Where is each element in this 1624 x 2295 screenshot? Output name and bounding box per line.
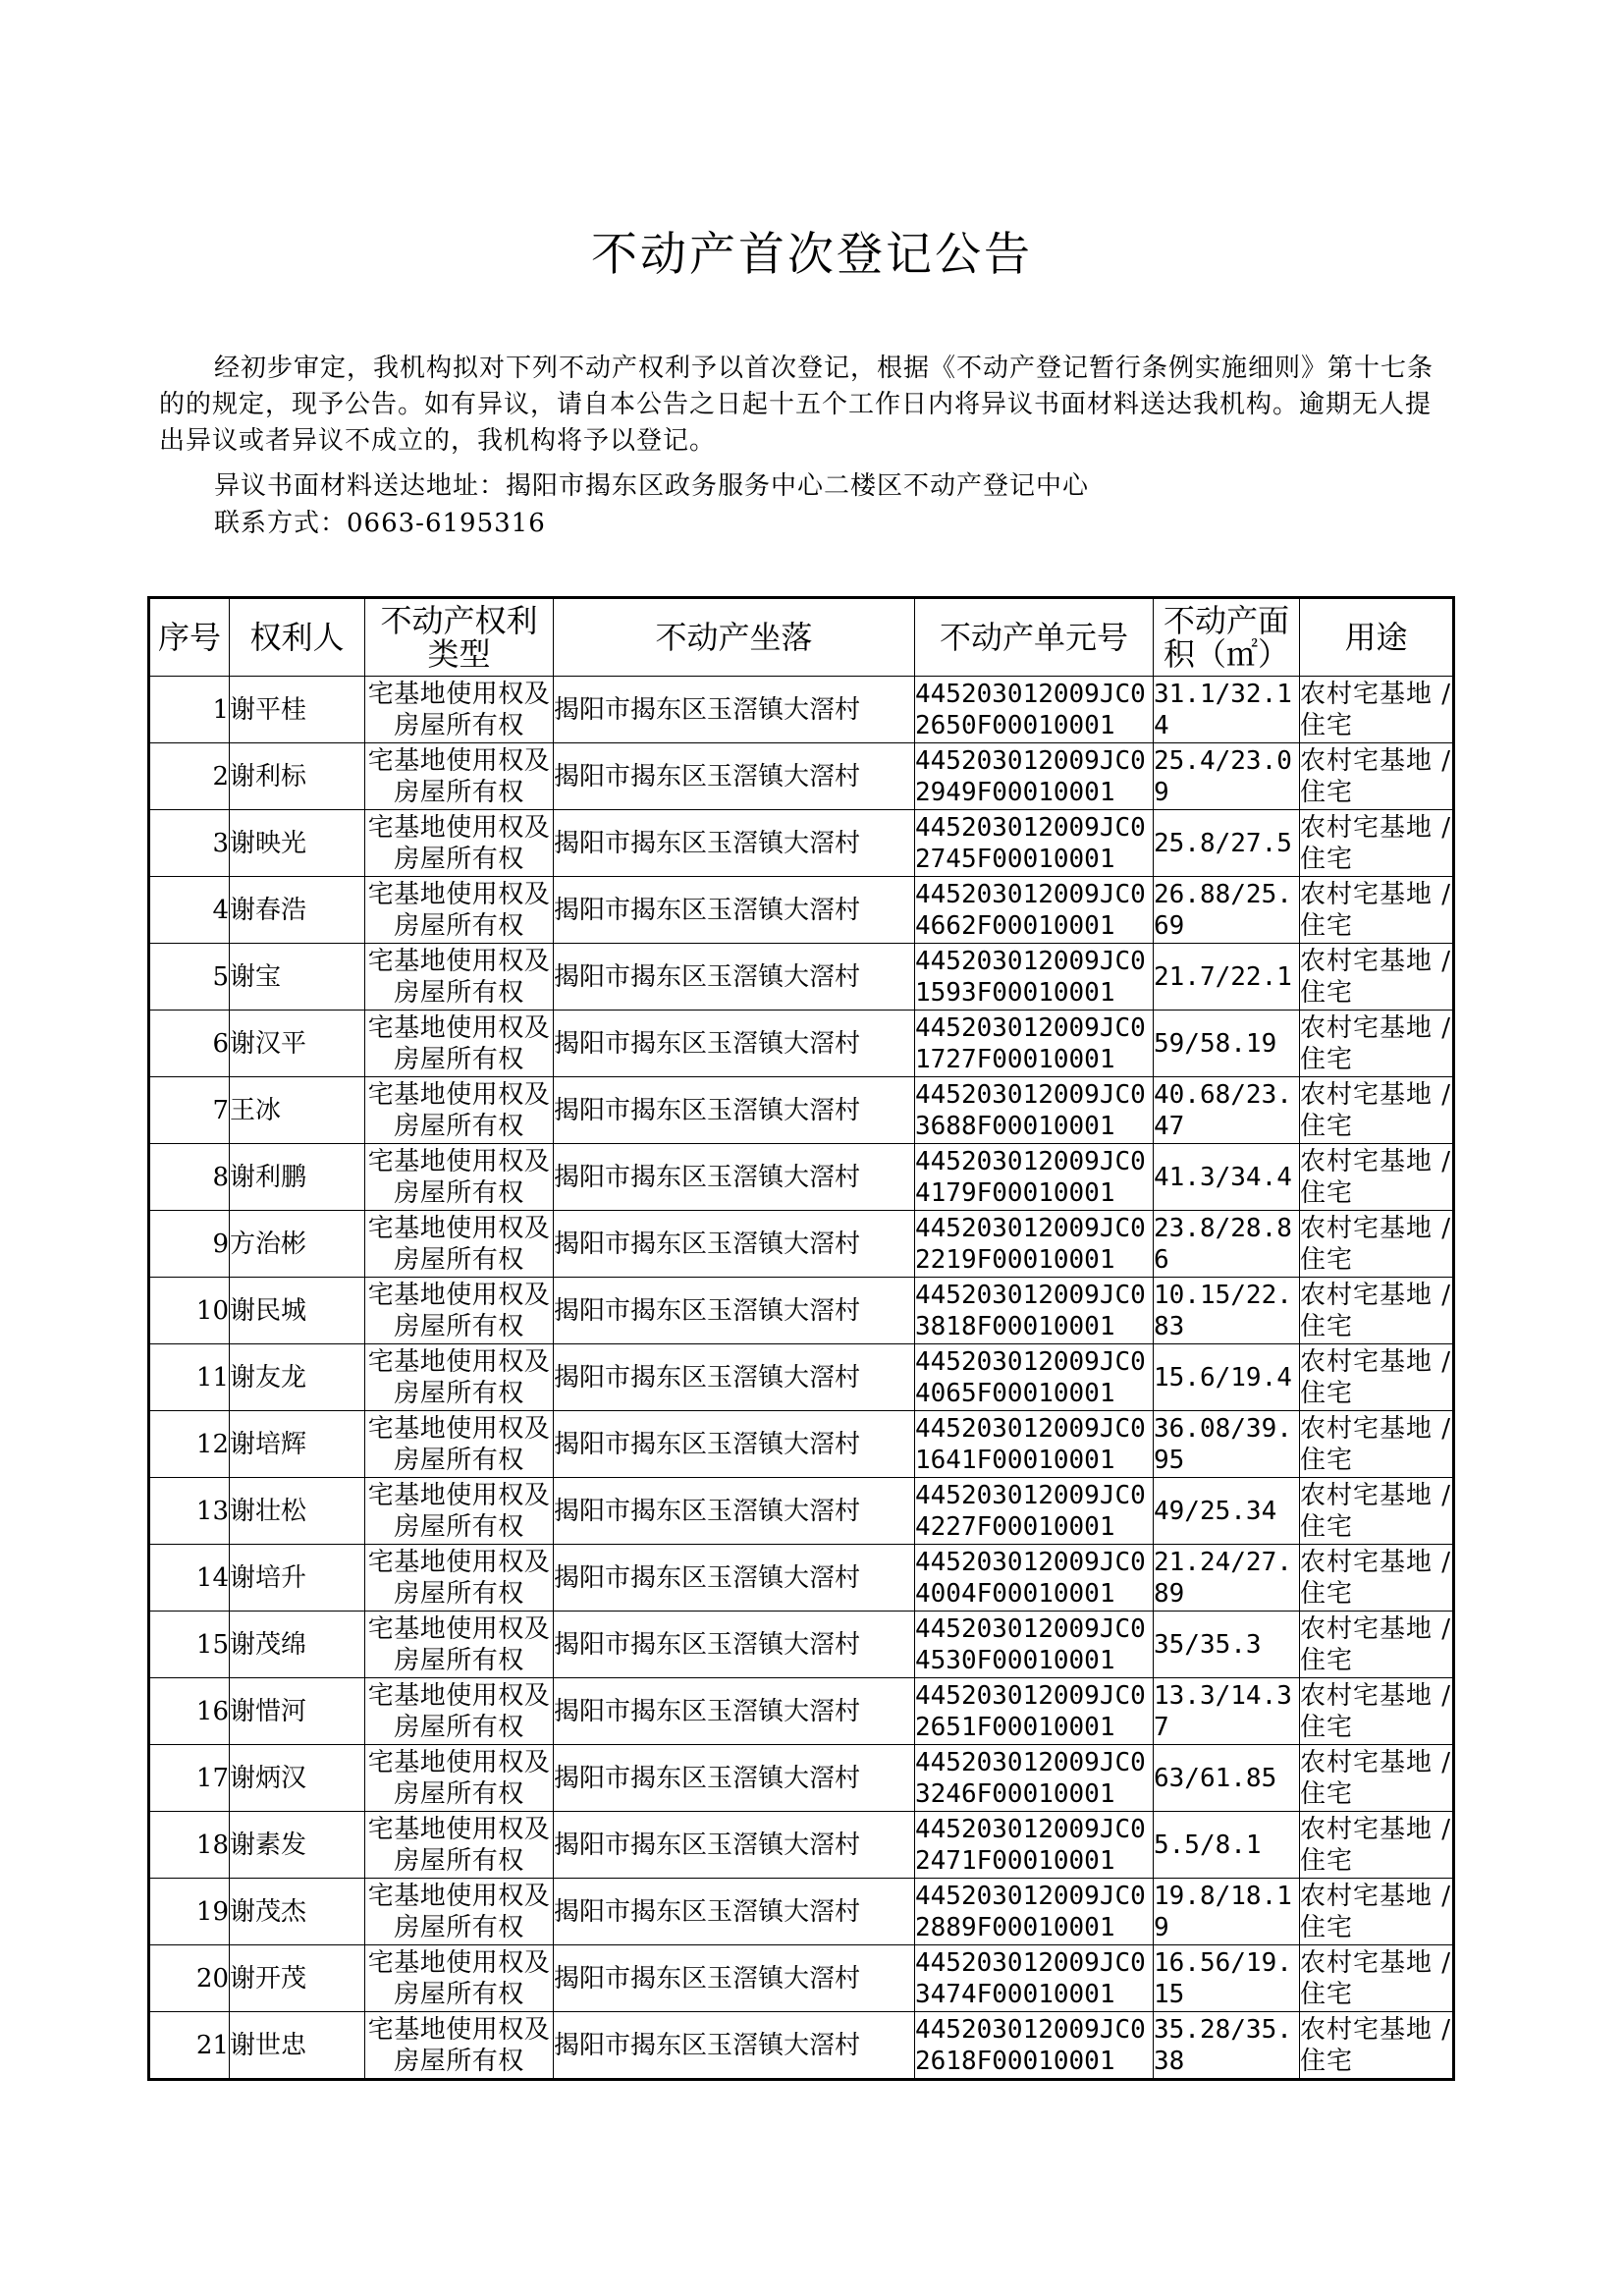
row-right-type: 宅基地使用权及房屋所有权 [365,2012,554,2080]
table-row [149,944,1454,1011]
row-usage: 农村宅基地 / 住宅 [1300,677,1454,743]
row-usage: 农村宅基地 / 住宅 [1300,1144,1454,1211]
row-location: 揭阳市揭东区玉滘镇大滘村 [554,1344,915,1411]
intro-paragraph: 经初步审定，我机构拟对下列不动产权利予以首次登记，根据《不动产登记暂行条例实施细则》第十七条的的规定，现予公告。如有异议，请自本公告之日起十五个工作日内将异议书面材料送达我机构。逾期无人提出异议或者异议不成立的，我机构将予以登记。 [159,354,1435,456]
row-unit-number: 445203012009JC01727F00010001 [915,1011,1154,1077]
row-usage: 农村宅基地 / 住宅 [1300,1879,1454,1945]
table-row [149,677,1454,743]
table-header-row [149,598,1454,677]
row-right-type: 宅基地使用权及房屋所有权 [365,944,554,1011]
row-location: 揭阳市揭东区玉滘镇大滘村 [554,1745,915,1812]
row-location: 揭阳市揭东区玉滘镇大滘村 [554,1144,915,1211]
table-row [149,1344,1454,1411]
row-area: 10.15/22.83 [1154,1278,1300,1344]
header-location: 不动产坐落 [554,598,915,677]
row-usage: 农村宅基地 / 住宅 [1300,1211,1454,1278]
row-unit-number: 445203012009JC02889F00010001 [915,1879,1154,1945]
row-usage: 农村宅基地 / 住宅 [1300,1411,1454,1478]
row-usage: 农村宅基地 / 住宅 [1300,1945,1454,2012]
row-area: 21.7/22.1 [1154,944,1300,1011]
table-row [149,1077,1454,1144]
row-serial: 13 [149,1478,230,1545]
row-area: 23.8/28.86 [1154,1211,1300,1278]
table-row [149,2012,1454,2080]
row-area: 41.3/34.4 [1154,1144,1300,1211]
table-row [149,1812,1454,1879]
row-unit-number: 445203012009JC01593F00010001 [915,944,1154,1011]
row-unit-number: 445203012009JC02618F00010001 [915,2012,1154,2080]
table-row [149,743,1454,810]
row-location: 揭阳市揭东区玉滘镇大滘村 [554,1545,915,1612]
row-usage: 农村宅基地 / 住宅 [1300,944,1454,1011]
row-unit-number: 445203012009JC03474F00010001 [915,1945,1154,2012]
row-unit-number: 445203012009JC03246F00010001 [915,1745,1154,1812]
row-usage: 农村宅基地 / 住宅 [1300,1612,1454,1678]
row-area: 5.5/8.1 [1154,1812,1300,1879]
row-owner: 谢汉平 [230,1011,365,1077]
row-area: 36.08/39.95 [1154,1411,1300,1478]
row-unit-number: 445203012009JC01641F00010001 [915,1411,1154,1478]
row-location: 揭阳市揭东区玉滘镇大滘村 [554,1478,915,1545]
table-row [149,1945,1454,2012]
table-row [149,1745,1454,1812]
row-unit-number: 445203012009JC02471F00010001 [915,1812,1154,1879]
row-right-type: 宅基地使用权及房屋所有权 [365,1478,554,1545]
table-row [149,1678,1454,1745]
row-usage: 农村宅基地 / 住宅 [1300,1278,1454,1344]
row-location: 揭阳市揭东区玉滘镇大滘村 [554,1879,915,1945]
row-owner: 谢映光 [230,810,365,877]
row-area: 25.8/27.5 [1154,810,1300,877]
table-row [149,1011,1454,1077]
row-usage: 农村宅基地 / 住宅 [1300,743,1454,810]
table-row [149,1144,1454,1211]
row-location: 揭阳市揭东区玉滘镇大滘村 [554,944,915,1011]
row-serial: 17 [149,1745,230,1812]
row-serial: 11 [149,1344,230,1411]
row-right-type: 宅基地使用权及房屋所有权 [365,677,554,743]
row-usage: 农村宅基地 / 住宅 [1300,1745,1454,1812]
row-unit-number: 445203012009JC04227F00010001 [915,1478,1154,1545]
row-right-type: 宅基地使用权及房屋所有权 [365,1612,554,1678]
row-serial: 8 [149,1144,230,1211]
row-serial: 15 [149,1612,230,1678]
row-usage: 农村宅基地 / 住宅 [1300,2012,1454,2080]
header-area: 不动产面积（㎡） [1154,598,1300,677]
row-right-type: 宅基地使用权及房屋所有权 [365,1344,554,1411]
row-serial: 2 [149,743,230,810]
header-right-type: 不动产权利类型 [365,598,554,677]
row-area: 13.3/14.37 [1154,1678,1300,1745]
row-location: 揭阳市揭东区玉滘镇大滘村 [554,677,915,743]
row-usage: 农村宅基地 / 住宅 [1300,1545,1454,1612]
row-usage: 农村宅基地 / 住宅 [1300,1344,1454,1411]
row-right-type: 宅基地使用权及房屋所有权 [365,877,554,944]
row-usage: 农村宅基地 / 住宅 [1300,1011,1454,1077]
table-row [149,1278,1454,1344]
row-serial: 5 [149,944,230,1011]
row-right-type: 宅基地使用权及房屋所有权 [365,1278,554,1344]
contact-info: 联系方式：0663-6195316 [214,509,546,538]
row-owner: 谢培升 [230,1545,365,1612]
row-right-type: 宅基地使用权及房屋所有权 [365,1678,554,1745]
row-area: 40.68/23.47 [1154,1077,1300,1144]
row-area: 16.56/19.15 [1154,1945,1300,2012]
row-owner: 谢平桂 [230,677,365,743]
row-owner: 谢壮松 [230,1478,365,1545]
row-unit-number: 445203012009JC04530F00010001 [915,1612,1154,1678]
row-unit-number: 445203012009JC02650F00010001 [915,677,1154,743]
row-owner: 谢惜河 [230,1678,365,1745]
row-unit-number: 445203012009JC04179F00010001 [915,1144,1154,1211]
row-area: 63/61.85 [1154,1745,1300,1812]
row-unit-number: 445203012009JC03818F00010001 [915,1278,1154,1344]
row-owner: 谢开茂 [230,1945,365,2012]
table-row [149,877,1454,944]
row-area: 49/25.34 [1154,1478,1300,1545]
table-body [149,677,1454,2080]
row-serial: 6 [149,1011,230,1077]
row-unit-number: 445203012009JC02949F00010001 [915,743,1154,810]
row-right-type: 宅基地使用权及房屋所有权 [365,810,554,877]
row-right-type: 宅基地使用权及房屋所有权 [365,1745,554,1812]
row-usage: 农村宅基地 / 住宅 [1300,1077,1454,1144]
table-row [149,810,1454,877]
row-right-type: 宅基地使用权及房屋所有权 [365,1945,554,2012]
row-location: 揭阳市揭东区玉滘镇大滘村 [554,1612,915,1678]
row-owner: 谢春浩 [230,877,365,944]
table-row [149,1478,1454,1545]
registration-table [147,596,1455,2081]
row-serial: 4 [149,877,230,944]
row-right-type: 宅基地使用权及房屋所有权 [365,1011,554,1077]
row-area: 25.4/23.09 [1154,743,1300,810]
row-owner: 谢培辉 [230,1411,365,1478]
row-unit-number: 445203012009JC03688F00010001 [915,1077,1154,1144]
row-serial: 21 [149,2012,230,2080]
table-row [149,1612,1454,1678]
row-serial: 16 [149,1678,230,1745]
row-location: 揭阳市揭东区玉滘镇大滘村 [554,1678,915,1745]
row-usage: 农村宅基地 / 住宅 [1300,810,1454,877]
row-location: 揭阳市揭东区玉滘镇大滘村 [554,2012,915,2080]
row-location: 揭阳市揭东区玉滘镇大滘村 [554,1411,915,1478]
row-area: 15.6/19.4 [1154,1344,1300,1411]
row-right-type: 宅基地使用权及房屋所有权 [365,1411,554,1478]
row-serial: 14 [149,1545,230,1612]
row-serial: 7 [149,1077,230,1144]
row-owner: 谢素发 [230,1812,365,1879]
row-area: 35/35.3 [1154,1612,1300,1678]
row-serial: 10 [149,1278,230,1344]
row-serial: 1 [149,677,230,743]
row-right-type: 宅基地使用权及房屋所有权 [365,1545,554,1612]
row-unit-number: 445203012009JC02219F00010001 [915,1211,1154,1278]
row-unit-number: 445203012009JC04662F00010001 [915,877,1154,944]
row-right-type: 宅基地使用权及房屋所有权 [365,1812,554,1879]
row-unit-number: 445203012009JC02745F00010001 [915,810,1154,877]
row-location: 揭阳市揭东区玉滘镇大滘村 [554,1011,915,1077]
table-row [149,1211,1454,1278]
header-unit-number: 不动产单元号 [915,598,1154,677]
row-usage: 农村宅基地 / 住宅 [1300,877,1454,944]
row-right-type: 宅基地使用权及房屋所有权 [365,1144,554,1211]
row-location: 揭阳市揭东区玉滘镇大滘村 [554,1211,915,1278]
row-location: 揭阳市揭东区玉滘镇大滘村 [554,1278,915,1344]
row-right-type: 宅基地使用权及房屋所有权 [365,743,554,810]
table-row [149,1411,1454,1478]
row-owner: 谢利标 [230,743,365,810]
page-title: 不动产首次登记公告 [591,228,1033,282]
row-area: 35.28/35.38 [1154,2012,1300,2080]
row-owner: 方治彬 [230,1211,365,1278]
header-owner: 权利人 [230,598,365,677]
row-right-type: 宅基地使用权及房屋所有权 [365,1211,554,1278]
row-location: 揭阳市揭东区玉滘镇大滘村 [554,743,915,810]
row-area: 19.8/18.19 [1154,1879,1300,1945]
row-area: 26.88/25.69 [1154,877,1300,944]
table-row [149,1879,1454,1945]
row-right-type: 宅基地使用权及房屋所有权 [365,1077,554,1144]
row-serial: 12 [149,1411,230,1478]
row-serial: 19 [149,1879,230,1945]
row-owner: 谢炳汉 [230,1745,365,1812]
row-serial: 20 [149,1945,230,2012]
row-unit-number: 445203012009JC04004F00010001 [915,1545,1154,1612]
row-usage: 农村宅基地 / 住宅 [1300,1678,1454,1745]
row-owner: 谢友龙 [230,1344,365,1411]
row-location: 揭阳市揭东区玉滘镇大滘村 [554,877,915,944]
row-usage: 农村宅基地 / 住宅 [1300,1478,1454,1545]
row-owner: 王冰 [230,1077,365,1144]
row-usage: 农村宅基地 / 住宅 [1300,1812,1454,1879]
row-serial: 3 [149,810,230,877]
row-area: 31.1/32.14 [1154,677,1300,743]
row-location: 揭阳市揭东区玉滘镇大滘村 [554,1077,915,1144]
row-owner: 谢民城 [230,1278,365,1344]
row-owner: 谢茂绵 [230,1612,365,1678]
row-owner: 谢宝 [230,944,365,1011]
row-location: 揭阳市揭东区玉滘镇大滘村 [554,810,915,877]
header-usage: 用途 [1300,598,1454,677]
objection-address: 异议书面材料送达地址：揭阳市揭东区政务服务中心二楼区不动产登记中心 [214,471,1090,501]
header-serial: 序号 [149,598,230,677]
row-unit-number: 445203012009JC04065F00010001 [915,1344,1154,1411]
row-owner: 谢利鹏 [230,1144,365,1211]
row-owner: 谢茂杰 [230,1879,365,1945]
row-area: 21.24/27.89 [1154,1545,1300,1612]
row-serial: 18 [149,1812,230,1879]
row-area: 59/58.19 [1154,1011,1300,1077]
row-right-type: 宅基地使用权及房屋所有权 [365,1879,554,1945]
row-owner: 谢世忠 [230,2012,365,2080]
row-location: 揭阳市揭东区玉滘镇大滘村 [554,1812,915,1879]
row-serial: 9 [149,1211,230,1278]
table-row [149,1545,1454,1612]
row-unit-number: 445203012009JC02651F00010001 [915,1678,1154,1745]
row-location: 揭阳市揭东区玉滘镇大滘村 [554,1945,915,2012]
